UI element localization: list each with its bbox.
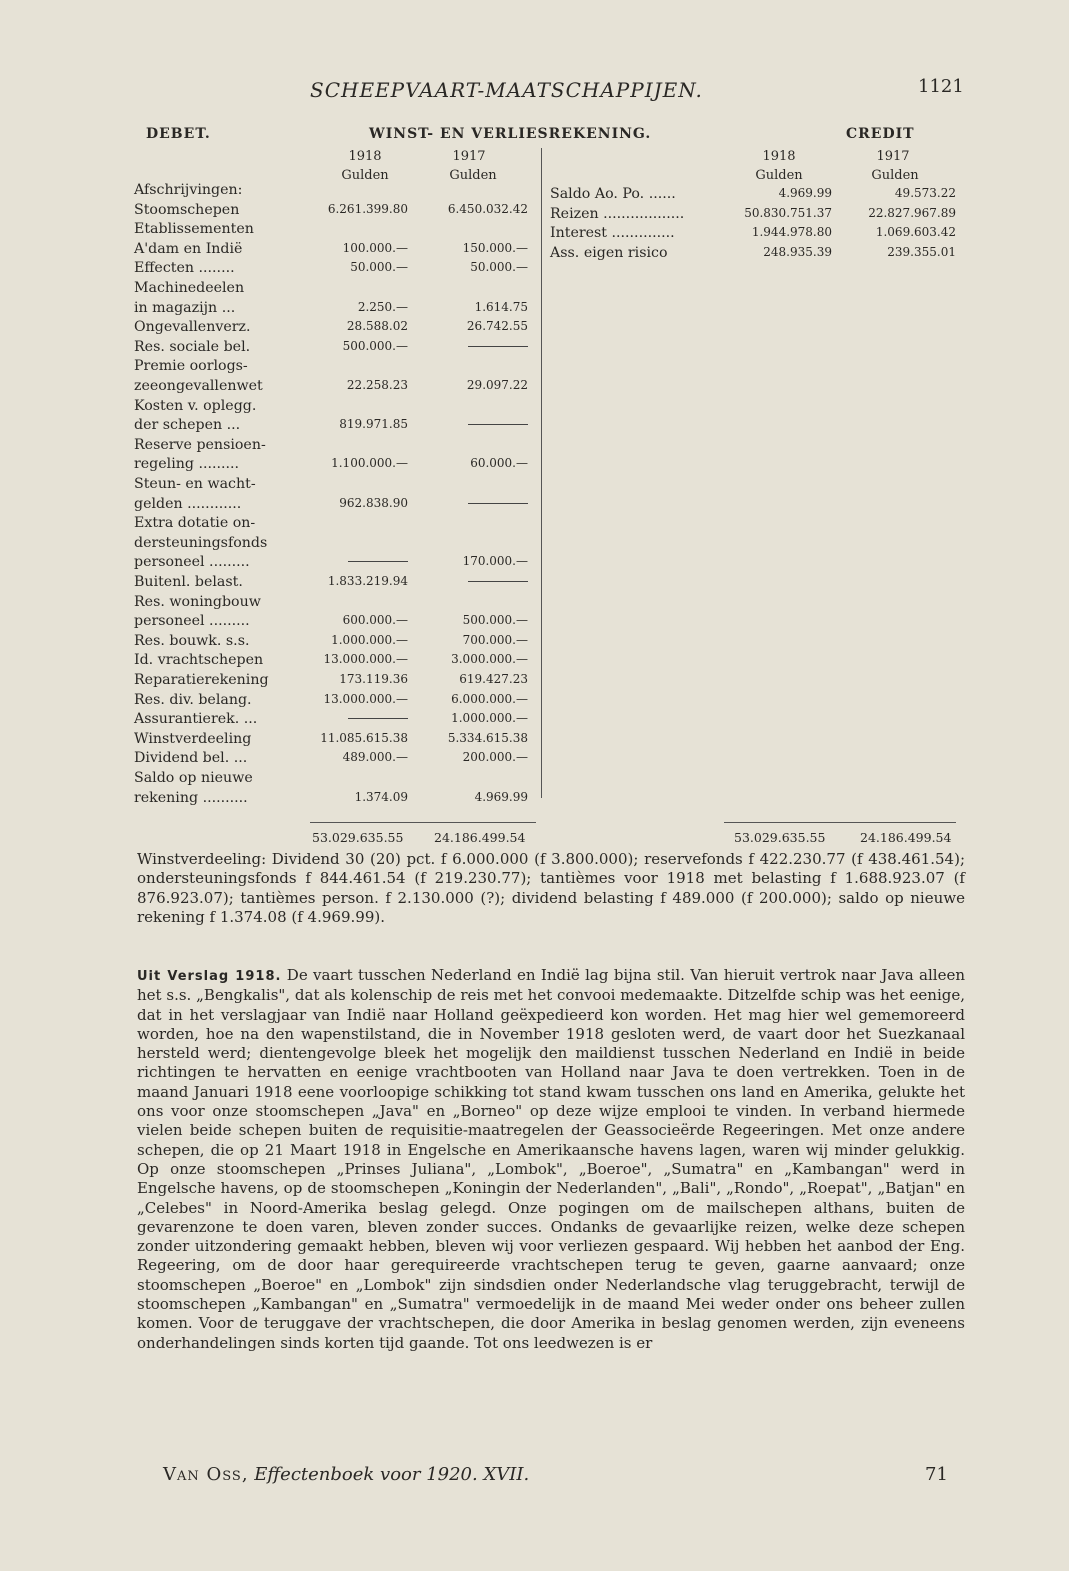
credit-unit-1917: Gulden [871, 168, 919, 183]
verslag-lead: Uit Verslag 1918. [137, 969, 282, 984]
credit-row-label: Ass. eigen risico [550, 244, 668, 261]
credit-year-1918: 1918 [762, 149, 796, 164]
debet-value-1918: 11.085.615.38 [320, 730, 408, 745]
debet-value-1917 [410, 417, 528, 431]
debet-value-1918: 6.261.399.80 [327, 201, 408, 216]
running-title: SCHEEPVAART-MAATSCHAPPIJEN. [310, 78, 703, 102]
debet-value-1918: 13.000.000.— [323, 652, 408, 667]
credit-row-label: Reizen .................. [550, 205, 685, 222]
credit-value-1917: 1.069.603.42 [875, 225, 956, 240]
debet-row-label: Extra dotatie on- [134, 515, 256, 532]
credit-total-1918: 53.029.635.55 [734, 830, 826, 845]
debet-row-label: Winstverdeeling [134, 730, 252, 747]
debet-row-label: Machinedeelen [134, 280, 245, 296]
debet-value-1918: 22.258.23 [346, 378, 408, 392]
debet-row-label: Premie oorlogs- [134, 358, 248, 375]
debet-value-1918 [290, 554, 408, 568]
debet-row-label: Buitenl. belast. [134, 574, 243, 590]
debet-row-label: Steun- en wacht- [134, 476, 256, 492]
debet-value-1918: 50.000.— [350, 260, 408, 275]
debet-row-label: A'dam en Indië [134, 240, 243, 257]
debet-total-1917: 24.186.499.54 [434, 830, 526, 845]
debet-value-1917: 6.450.032.42 [447, 201, 528, 216]
debet-row-label: gelden ............ [134, 495, 242, 512]
debet-value-1918 [290, 711, 408, 725]
debet-value-1918: 489.000.— [342, 750, 408, 765]
debet-value-1917: 700.000.— [462, 632, 528, 647]
credit-value-1917: 239.355.01 [887, 244, 956, 259]
debet-unit-1917: Gulden [449, 168, 497, 183]
debet-row-label: regeling ......... [134, 456, 240, 473]
debet-value-1917: 3.000.000.— [451, 652, 528, 667]
debet-value-1917: 150.000.— [462, 240, 528, 255]
debet-value-1917: 50.000.— [470, 260, 528, 275]
debet-value-1917 [410, 496, 528, 510]
credit-value-1918: 4.969.99 [778, 186, 832, 200]
debet-value-1917: 500.000.— [462, 613, 528, 628]
column-divider [541, 148, 542, 798]
debet-value-1917 [410, 574, 528, 588]
debet-heading: DEBET. [146, 126, 211, 142]
account-title: WINST- EN VERLIESREKENING. [369, 126, 652, 142]
debet-value-1917: 170.000.— [462, 554, 528, 569]
debet-value-1917: 200.000.— [462, 750, 528, 765]
debet-year-1918: 1918 [348, 149, 382, 164]
debet-row-label: Res. div. belang. [134, 691, 252, 708]
footer-signature-number: 71 [925, 1464, 948, 1485]
debet-value-1917: 619.427.23 [459, 672, 528, 686]
debet-row-label: Ongevallenverz. [134, 319, 251, 336]
credit-row-label: Interest .............. [550, 225, 675, 242]
debet-value-1917: 29.097.22 [466, 378, 528, 392]
debet-value-1918: 819.971.85 [339, 417, 408, 432]
debet-row-label: Saldo op nieuwe [134, 770, 253, 786]
debet-value-1918: 173.119.36 [339, 672, 408, 686]
debet-row-label: Dividend bel. ... [134, 750, 248, 767]
debet-year-1917: 1917 [452, 149, 486, 164]
footer-source [163, 1464, 529, 1485]
credit-total-rule [724, 822, 956, 823]
credit-year-1917: 1917 [876, 149, 910, 164]
debet-value-1917: 1.614.75 [474, 299, 528, 314]
debet-value-1917: 26.742.55 [466, 319, 528, 334]
debet-row-label: Res. woningbouw [134, 593, 261, 610]
debet-row-label: dersteuningsfonds [134, 534, 268, 551]
debet-row-label: Reparatierekening [134, 672, 269, 688]
debet-value-1918: 1.374.09 [354, 789, 408, 804]
debet-value-1918: 1.000.000.— [331, 632, 408, 647]
debet-value-1918: 1.100.000.— [331, 456, 408, 471]
credit-value-1918: 50.830.751.37 [744, 205, 832, 220]
debet-value-1918: 100.000.— [342, 240, 408, 255]
debet-row-label: Res. bouwk. s.s. [134, 632, 250, 649]
debet-row-label: zeeongevallenwet [134, 378, 263, 394]
debet-row-label: rekening .......... [134, 789, 248, 806]
winstverdeeling-paragraph: Winstverdeeling: Dividend 30 (20) pct. f 6.000.000 (f 3.800.000); reservefonds f 422.230.77 (f 438.461.54); ondersteuningsfonds f 844.461.54 (f 219.230.77); tantièmes voor 1918 met belasting f 1.688.923.07 (f 876.923.07); tantièmes person. f 2.130.000 (?); dividend belasting f 489.000 (f 200.000); saldo op nieuwe rekening f 1.374.08 (f 4.969.99). [137, 850, 965, 926]
credit-total-1917: 24.186.499.54 [860, 830, 952, 845]
debet-row-label: Etablissementen [134, 221, 254, 238]
debet-row-label: Effecten ........ [134, 260, 235, 277]
debet-row-label: der schepen ... [134, 417, 241, 434]
debet-value-1918: 962.838.90 [339, 495, 408, 510]
debet-row-label: personeel ......... [134, 554, 250, 571]
debet-value-1917: 60.000.— [470, 456, 528, 471]
debet-row-label: Res. sociale bel. [134, 338, 251, 355]
page-number: 1121 [918, 76, 964, 97]
debet-row-label: Stoomschepen [134, 201, 240, 218]
debet-value-1917: 1.000.000.— [451, 711, 528, 726]
debet-value-1917: 5.334.615.38 [447, 730, 528, 745]
credit-value-1918: 248.935.39 [763, 244, 832, 259]
debet-value-1917 [410, 339, 528, 353]
debet-row-label: Reserve pensioen- [134, 436, 266, 453]
debet-value-1918: 2.250.— [357, 299, 408, 314]
debet-row-label: in magazijn ... [134, 299, 236, 316]
debet-value-1918: 500.000.— [342, 338, 408, 353]
debet-row-label: Id. vrachtschepen [134, 652, 264, 669]
debet-value-1918: 28.588.02 [346, 319, 408, 334]
profit-loss-account [134, 126, 964, 856]
debet-row-label: personeel ......... [134, 613, 250, 630]
credit-value-1917: 49.573.22 [894, 186, 956, 200]
debet-row-label: Afschrijvingen: [134, 182, 243, 198]
credit-value-1917: 22.827.967.89 [868, 205, 956, 220]
verslag-paragraph [137, 966, 965, 1353]
debet-value-1918: 13.000.000.— [323, 691, 408, 706]
credit-row-label: Saldo Ao. Po. ...... [550, 186, 676, 202]
debet-value-1918: 600.000.— [342, 613, 408, 628]
debet-total-rule [310, 822, 536, 823]
verslag-text: De vaart tusschen Nederland en Indië lag bijna stil. Van hieruit vertrok naar Java alleen het s.s. „Bengkalis", dat als kolenschip de reis met het convooi medemaakte. Ditzelfde schip was het eenige, dat in het verslagjaar van Indië naar Holland geëxpedieerd kon worden. Het mag hier wel gememoreerd worden, hoe na den wapenstilstand, die in November 1918 gesloten werd, de vaart door het Suezkanaal hersteld werd; dientengevolge bleek het mogelijk den maildienst tusschen Nederland en Indië in beide richtingen te hervatten en eenige vrachtbooten van Holland naar Java te doen vertrekken. Toen in de maand Januari 1918 eene voorloopige schikking tot stand kwam tusschen ons land en Amerika, gelukte het ons voor onze stoomschepen „Java" en „Borneo" op deze wijze emplooi te vinden. In verband hiermede vielen beide schepen buiten de requisitie-maatregelen der Geassocieërde Regeeringen. Met onze andere schepen, die op 21 Maart 1918 in Engelsche en Amerikaansche havens lagen, waren wij minder gelukkig. Op onze stoomschepen „Prinses Juliana", „Lombok", „Boeroe", „Sumatra" en „Kambangan" werd in Engelsche havens, op de stoomschepen „Koningin der Nederlanden", „Bali", „Rondo", „Roepat", „Batjan" en „Celebes" in Noord-Amerika beslag gelegd. Onze pogingen om de mailschepen althans, buiten de gevarenzone te doen varen, bleven zonder succes. Ondanks de gevaarlijke reizen, welke deze schepen zonder uitzondering gemaakt hebben, bleven wij voor verliezen gespaard. Wij hebben het aanbod der Eng. Regeering, om de door haar gerequireerde vrachtschepen terug te geven, gaarne aanvaard; onze stoomschepen „Boeroe" en „Lombok" zijn sindsdien onder Nederlandsche vlag teruggebracht, terwijl de stoomschepen „Kambangan" en „Sumatra" vermoedelijk in de maand Mei weder onder ons beheer zullen komen. Voor de teruggave der vrachtschepen, die door Amerika in beslag genomen werden, zijn eveneens onderhandelingen sinds korten tijd gaande. Tot ons leedwezen is er [137, 966, 966, 1352]
debet-value-1917: 4.969.99 [474, 789, 528, 804]
debet-row-label: Kosten v. oplegg. [134, 397, 257, 414]
debet-unit-1918: Gulden [341, 168, 389, 183]
debet-value-1918: 1.833.219.94 [327, 574, 408, 588]
footer-book: Effectenboek voor 1920. XVII. [254, 1464, 530, 1485]
credit-unit-1918: Gulden [755, 168, 803, 183]
debet-total-1918: 53.029.635.55 [312, 830, 404, 845]
debet-row-label: Assurantierek. ... [134, 711, 258, 728]
credit-value-1918: 1.944.978.80 [751, 225, 832, 240]
credit-heading: CREDIT [846, 126, 915, 142]
footer-name: Van Oss, [163, 1464, 249, 1485]
debet-value-1917: 6.000.000.— [451, 691, 528, 706]
